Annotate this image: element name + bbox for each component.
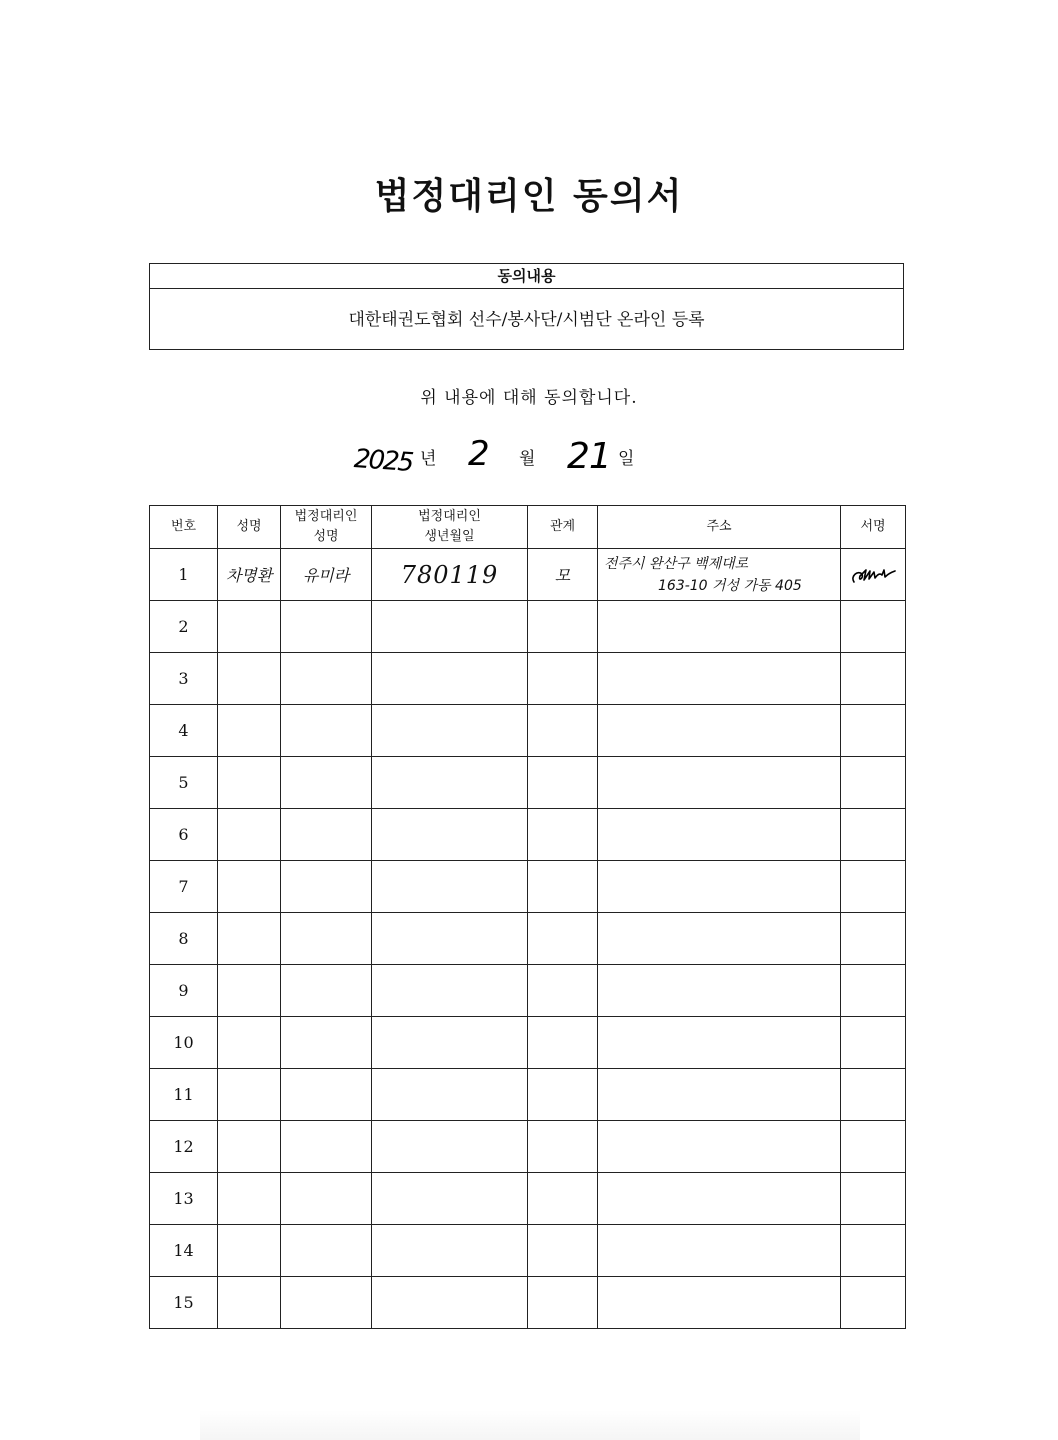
row-signature	[841, 1121, 906, 1173]
row-guardian-birth	[372, 757, 528, 809]
row-guardian-name	[281, 601, 372, 653]
row-guardian-birth	[372, 965, 528, 1017]
row-address	[598, 601, 841, 653]
row-name	[218, 705, 281, 757]
row-address	[598, 1277, 841, 1329]
date-row	[0, 430, 1058, 490]
row-guardian-birth	[372, 1225, 528, 1277]
row-no: 13	[150, 1173, 218, 1225]
row-address	[598, 1017, 841, 1069]
row-no: 6	[150, 809, 218, 861]
table-row	[150, 757, 906, 809]
row-guardian-birth	[372, 653, 528, 705]
row-name	[218, 653, 281, 705]
row-relation	[528, 653, 598, 705]
row-guardian-birth	[372, 601, 528, 653]
header-no: 번호	[150, 506, 218, 549]
row-address	[598, 1069, 841, 1121]
header-name: 성명	[218, 506, 281, 549]
row-guardian-birth	[372, 705, 528, 757]
row-relation	[528, 1069, 598, 1121]
row-relation	[528, 705, 598, 757]
row-name	[218, 1225, 281, 1277]
row-no: 10	[150, 1017, 218, 1069]
header-guardian-name	[281, 506, 372, 549]
document-title: 법정대리인 동의서	[374, 176, 684, 217]
table-row	[150, 1277, 906, 1329]
table-row	[150, 653, 906, 705]
row-relation	[528, 861, 598, 913]
row-signature	[841, 1225, 906, 1277]
row-name	[218, 1121, 281, 1173]
row-no: 8	[150, 913, 218, 965]
row-guardian-name	[281, 1017, 372, 1069]
row-name	[218, 861, 281, 913]
row-name	[218, 913, 281, 965]
row-name	[218, 1069, 281, 1121]
table-row	[150, 1069, 906, 1121]
row-relation: 모	[528, 549, 598, 601]
row-address	[598, 1121, 841, 1173]
row-address	[598, 1173, 841, 1225]
row-guardian-name	[281, 653, 372, 705]
row-guardian-name	[281, 965, 372, 1017]
row-guardian-birth	[372, 809, 528, 861]
row-name	[218, 757, 281, 809]
table-row	[150, 1121, 906, 1173]
row-signature	[841, 861, 906, 913]
row-name	[218, 601, 281, 653]
row-guardian-name	[281, 1069, 372, 1121]
row-address	[598, 757, 841, 809]
date-year-handwritten: 2025	[352, 444, 414, 479]
row-relation	[528, 809, 598, 861]
row-address	[598, 965, 841, 1017]
row-signature	[841, 757, 906, 809]
row-name	[218, 1173, 281, 1225]
row-address	[598, 861, 841, 913]
row-signature	[841, 965, 906, 1017]
row-relation	[528, 965, 598, 1017]
consent-content: 대한태권도협회 선수/봉사단/시범단 온라인 등록	[348, 310, 705, 330]
date-month-handwritten: 2	[468, 434, 490, 474]
table-row	[150, 965, 906, 1017]
row-no: 4	[150, 705, 218, 757]
row-address	[598, 705, 841, 757]
table-header-row	[150, 506, 906, 549]
row-guardian-birth	[372, 1069, 528, 1121]
date-day-unit: 일	[618, 449, 635, 469]
row-guardian-birth	[372, 1173, 528, 1225]
header-relation: 관계	[528, 506, 598, 549]
row-no: 1	[150, 549, 218, 601]
row-relation	[528, 1173, 598, 1225]
row-guardian-name	[281, 1277, 372, 1329]
row-relation	[528, 1121, 598, 1173]
table-row	[150, 601, 906, 653]
row-guardian-birth: 780119	[372, 549, 528, 601]
table-row	[150, 913, 906, 965]
row-address	[598, 1225, 841, 1277]
row-address	[598, 653, 841, 705]
row-guardian-birth	[372, 861, 528, 913]
row-name	[218, 1277, 281, 1329]
header-guardian-birth	[372, 506, 528, 549]
guardian-registry-table	[149, 505, 906, 1329]
row-signature	[841, 601, 906, 653]
row-guardian-name	[281, 1225, 372, 1277]
row-guardian-birth	[372, 1017, 528, 1069]
row-guardian-name	[281, 1121, 372, 1173]
row-signature	[841, 1173, 906, 1225]
row-no: 7	[150, 861, 218, 913]
page-bottom-shadow	[200, 1410, 860, 1440]
row-relation	[528, 1017, 598, 1069]
agreement-statement: 위 내용에 대해 동의합니다.	[420, 388, 638, 408]
header-guardian-birth-line1: 법정대리인	[418, 509, 481, 524]
table-row	[150, 809, 906, 861]
row-no: 2	[150, 601, 218, 653]
row-guardian-name	[281, 705, 372, 757]
row-address-line2: 163-10 거성 가동 405	[658, 578, 802, 594]
row-guardian-name	[281, 913, 372, 965]
row-name	[218, 1017, 281, 1069]
row-relation	[528, 1277, 598, 1329]
row-signature	[841, 549, 906, 601]
row-address	[598, 913, 841, 965]
header-guardian-name-line1: 법정대리인	[294, 509, 358, 524]
row-signature	[841, 913, 906, 965]
row-guardian-birth	[372, 1121, 528, 1173]
row-guardian-name	[281, 1173, 372, 1225]
row-guardian-name: 유미라	[281, 549, 372, 601]
row-no: 9	[150, 965, 218, 1017]
row-address	[598, 809, 841, 861]
header-signature: 서명	[841, 506, 906, 549]
row-no: 3	[150, 653, 218, 705]
row-address	[598, 549, 841, 601]
row-name	[218, 809, 281, 861]
header-guardian-birth-line2: 생년월일	[424, 529, 475, 544]
row-no: 12	[150, 1121, 218, 1173]
row-address-line1: 전주시 완산구 백제대로	[604, 556, 749, 572]
handwritten-signature-icon	[848, 562, 898, 588]
header-guardian-name-line2: 성명	[313, 529, 339, 544]
row-signature	[841, 1277, 906, 1329]
row-no: 15	[150, 1277, 218, 1329]
date-year-unit: 년	[420, 449, 437, 469]
row-guardian-name	[281, 757, 372, 809]
header-address: 주소	[598, 506, 841, 549]
row-name	[218, 965, 281, 1017]
row-guardian-birth	[372, 913, 528, 965]
row-guardian-name	[281, 861, 372, 913]
table-row	[150, 549, 906, 601]
row-name: 차명환	[218, 549, 281, 601]
row-no: 14	[150, 1225, 218, 1277]
table-row	[150, 705, 906, 757]
row-signature	[841, 653, 906, 705]
date-month-unit: 월	[519, 449, 536, 469]
row-relation	[528, 601, 598, 653]
row-no: 11	[150, 1069, 218, 1121]
row-no: 5	[150, 757, 218, 809]
row-relation	[528, 1225, 598, 1277]
row-signature	[841, 1069, 906, 1121]
consent-box	[149, 263, 904, 350]
table-row	[150, 1173, 906, 1225]
consent-header: 동의내용	[150, 264, 903, 289]
row-guardian-birth	[372, 1277, 528, 1329]
row-guardian-name	[281, 809, 372, 861]
row-signature	[841, 705, 906, 757]
table-row	[150, 1017, 906, 1069]
row-signature	[841, 809, 906, 861]
table-row	[150, 1225, 906, 1277]
row-signature	[841, 1017, 906, 1069]
date-day-handwritten: 21	[567, 436, 611, 477]
row-relation	[528, 913, 598, 965]
table-row	[150, 861, 906, 913]
row-relation	[528, 757, 598, 809]
